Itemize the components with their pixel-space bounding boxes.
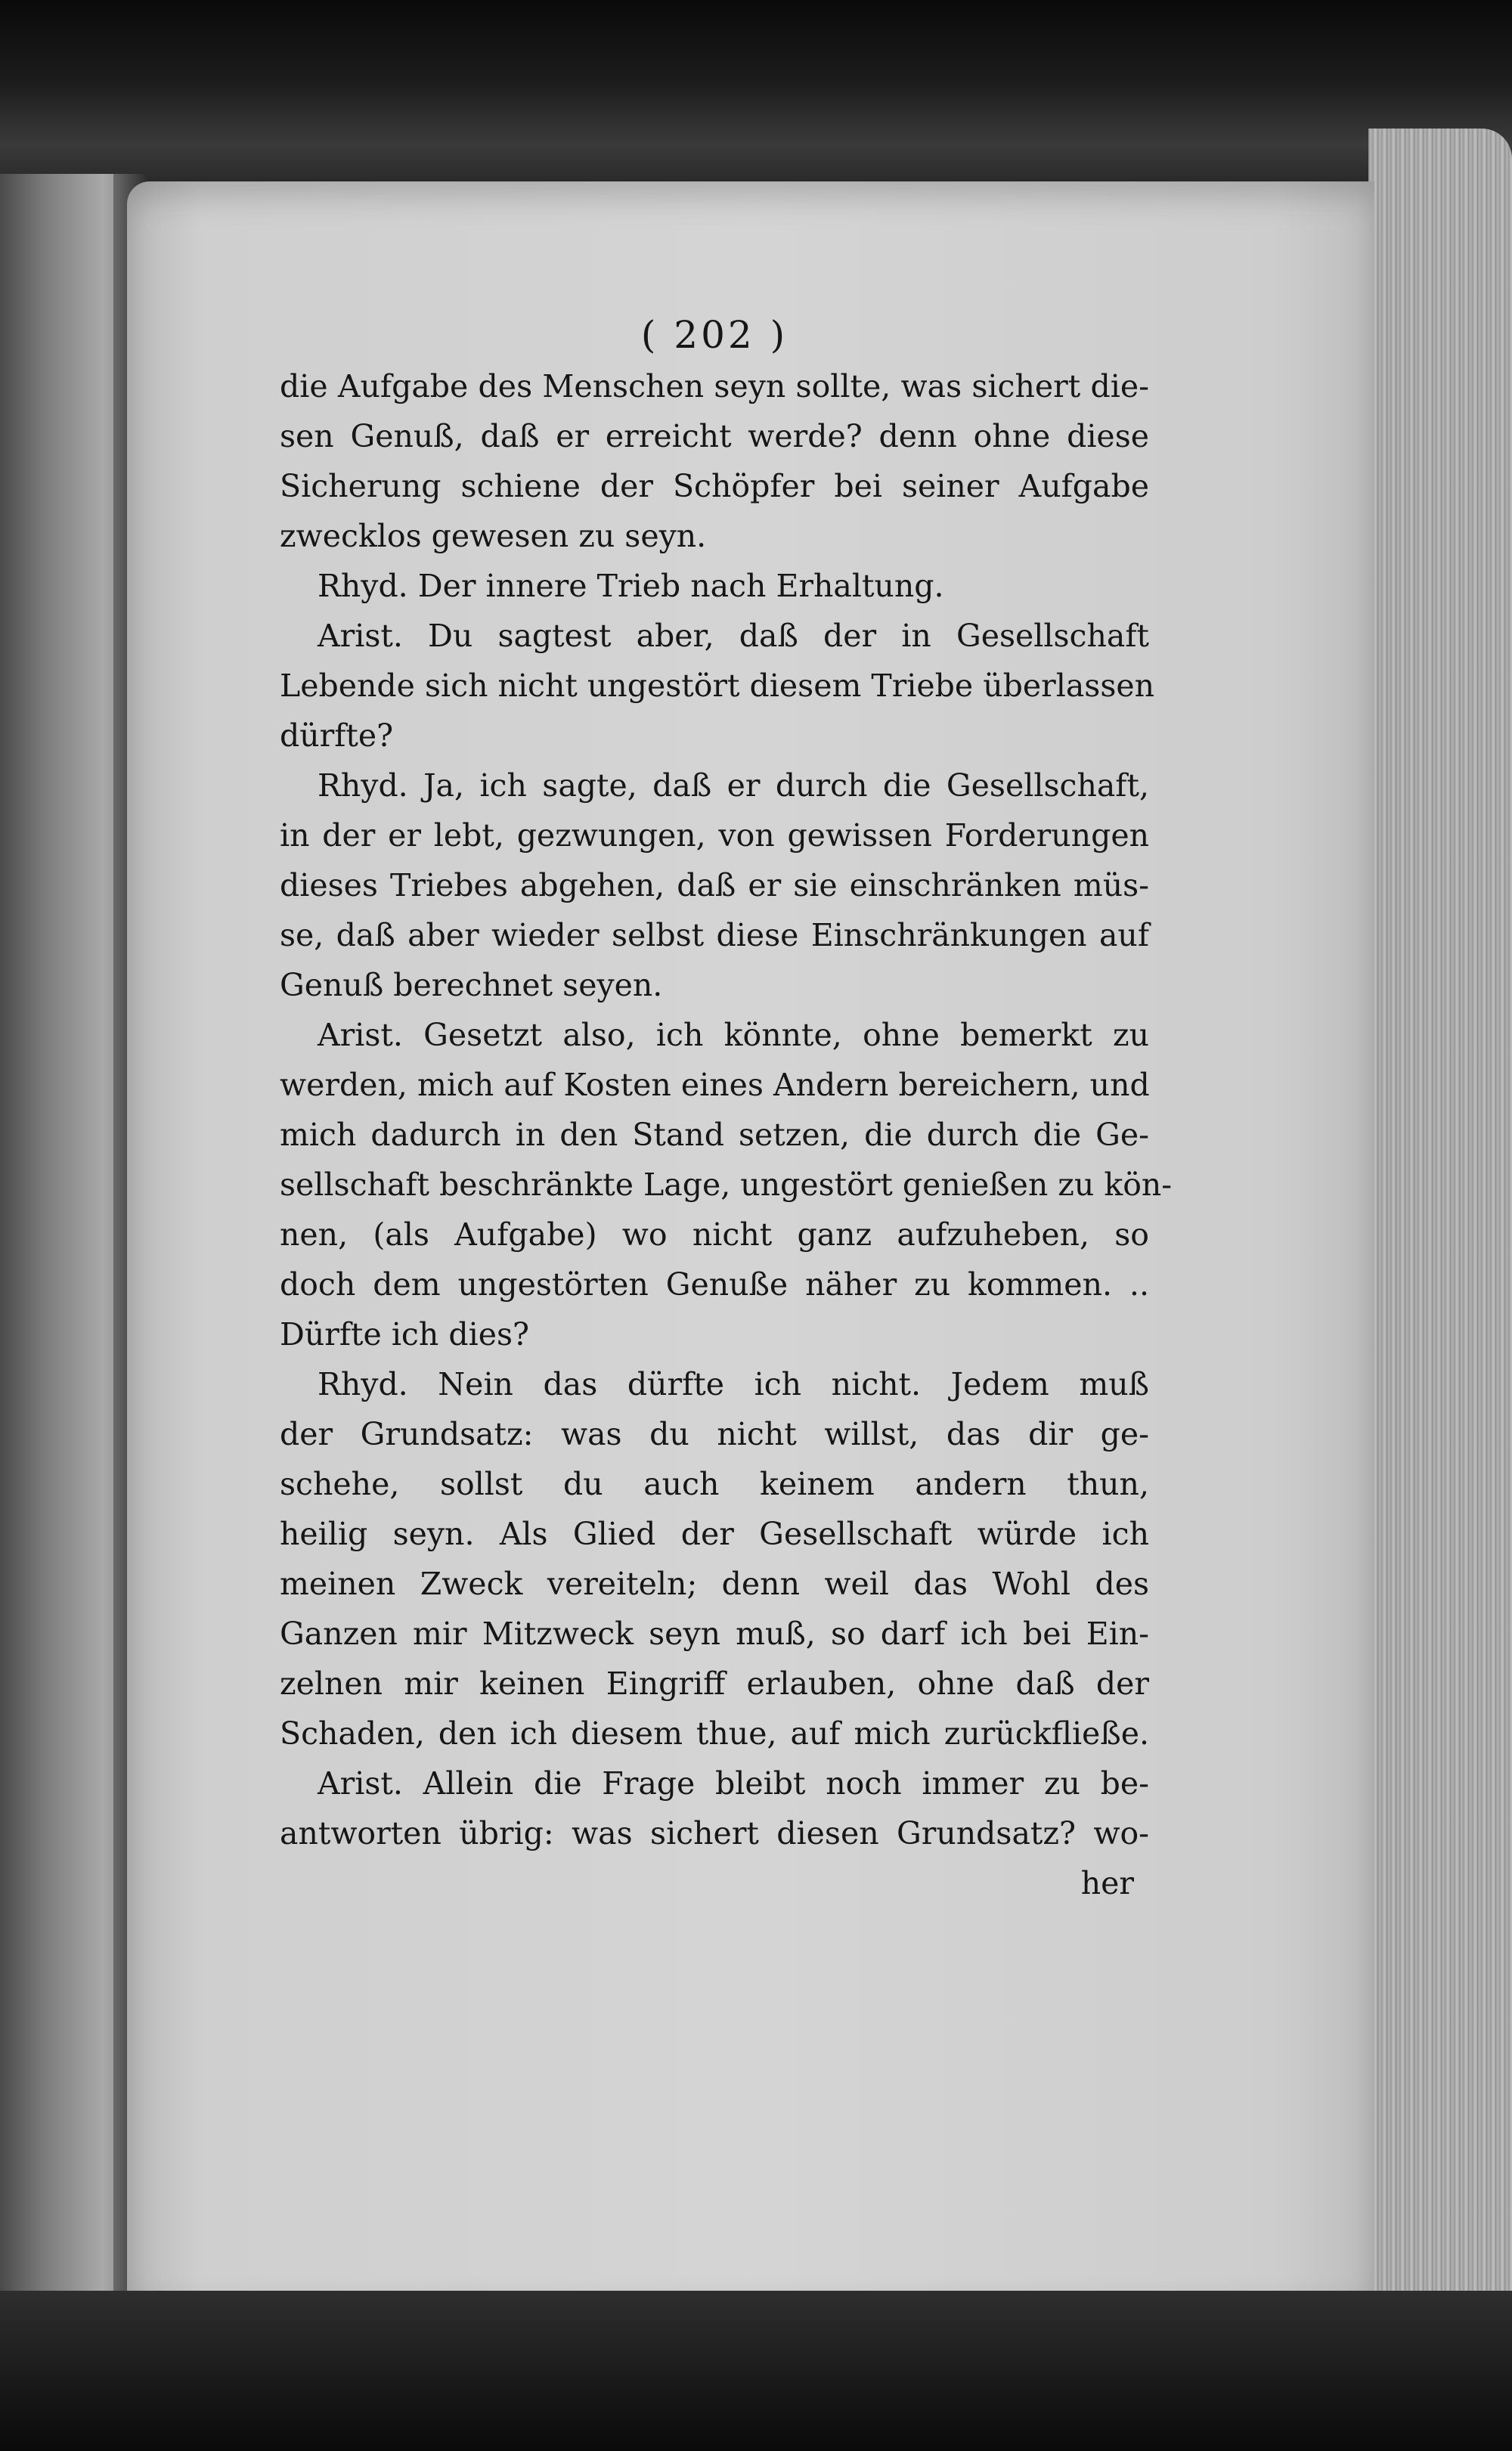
text-line: Sicherung schiene der Schöpfer bei seiner Aufgabe <box>280 468 1149 504</box>
text-line: Lebende sich nicht ungestört diesem Triebe überlassen <box>280 668 1155 704</box>
text-line: dieses Triebes abgehen, daß er sie einschränken müs- <box>280 867 1149 903</box>
text-line: antworten übrig: was sichert diesen Grundsatz? wo- <box>280 1815 1149 1851</box>
text-line: Rhyd. Nein das dürfte ich nicht. Jedem muß <box>318 1366 1149 1402</box>
text-line: in der er lebt, gezwungen, von gewissen Forderungen <box>280 817 1149 854</box>
left-page-edge <box>0 174 129 2313</box>
text-line: Schaden, den ich diesem thue, auf mich zurückfließe. <box>280 1715 1149 1752</box>
text-line: sen Genuß, daß er erreicht werde? denn ohne diese <box>280 418 1149 454</box>
page-number: ( 202 ) <box>640 313 789 357</box>
text-line: heilig seyn. Als Glied der Gesellschaft würde ich <box>280 1516 1149 1552</box>
text-line: zwecklos gewesen zu seyn. <box>280 518 707 554</box>
page-text <box>280 310 1173 1908</box>
text-line: der Grundsatz: was du nicht willst, das dir ge- <box>280 1416 1149 1452</box>
text-line: Rhyd. Ja, ich sagte, daß er durch die Gesellschaft, <box>318 767 1149 804</box>
text-line: Ganzen mir Mitzweck seyn muß, so darf ich bei Ein- <box>280 1616 1149 1652</box>
text-line: Genuß berechnet seyen. <box>280 967 663 1003</box>
text-line: Rhyd. Der innere Trieb nach Erhaltung. <box>318 568 944 604</box>
text-line: meinen Zweck vereiteln; denn weil das Wohl des <box>280 1566 1149 1602</box>
text-line: zelnen mir keinen Eingriff erlauben, ohne daß der <box>280 1666 1149 1702</box>
bottom-shadow <box>0 2291 1512 2451</box>
text-line: Arist. Gesetzt also, ich könnte, ohne bemerkt zu <box>318 1017 1149 1053</box>
text-line: se, daß aber wieder selbst diese Einschränkungen auf <box>280 917 1149 953</box>
page-fore-edge <box>1368 129 1512 2321</box>
text-line: nen, (als Aufgabe) wo nicht ganz aufzuheben, so <box>280 1216 1149 1253</box>
text-line: die Aufgabe des Menschen seyn sollte, was sichert die- <box>280 368 1149 404</box>
text-line: doch dem ungestörten Genuße näher zu kommen. .. <box>280 1266 1149 1303</box>
text-line: Dürfte ich dies? <box>280 1316 529 1353</box>
text-lines <box>280 361 1173 1858</box>
text-line: schehe, sollst du auch keinem andern thun, <box>280 1466 1149 1502</box>
text-line: dürfte? <box>280 717 394 754</box>
book-spine <box>0 0 1512 181</box>
catchword: her <box>1080 1865 1134 1901</box>
text-line: mich dadurch in den Stand setzen, die durch die Ge- <box>280 1117 1149 1153</box>
text-line: sellschaft beschränkte Lage, ungestört genießen zu kön- <box>280 1167 1173 1203</box>
text-line: Arist. Du sagtest aber, daß der in Gesellschaft <box>318 618 1149 654</box>
text-line: Arist. Allein die Frage bleibt noch immer zu be- <box>318 1765 1149 1802</box>
text-line: werden, mich auf Kosten eines Andern bereichern, und <box>280 1067 1150 1103</box>
